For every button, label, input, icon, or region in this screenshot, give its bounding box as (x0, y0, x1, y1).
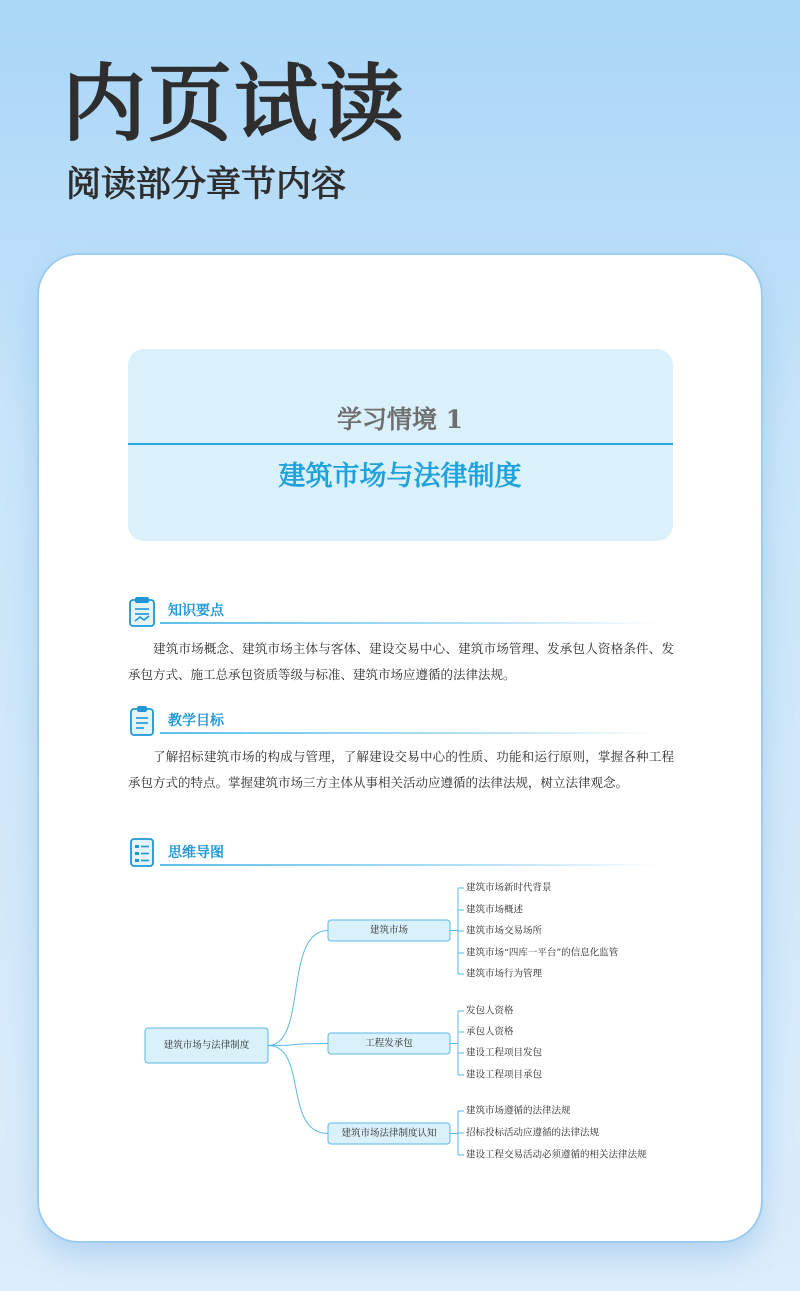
document-icon (128, 596, 158, 628)
mindmap-leaf-label: 建设工程交易活动必须遵循的相关法律法规 (466, 1149, 647, 1161)
section-heading-mindmap: 思维导图 (168, 845, 224, 861)
page-hero-subtitle: 阅读部分章节内容 (66, 165, 347, 205)
mindmap-leaf-label: 建筑市场交易场所 (466, 925, 543, 937)
mindmap-root-label: 建筑市场与法律制度 (163, 1040, 250, 1051)
section-rule (160, 864, 660, 866)
mindmap-leaf-label: 建设工程项目承包 (466, 1069, 543, 1081)
list-icon (128, 836, 158, 868)
chapter-title: 建筑市场与法律制度 (278, 461, 522, 492)
mindmap-leaf-label: 建筑市场遵循的法律法规 (466, 1105, 571, 1117)
section-body-knowledge: 建筑市场概念、建筑市场主体与客体、建设交易中心、建筑市场管理、发承包人资格条件、发承包方式、施工总承包资质等级与标准、建筑市场应遵循的法律法规。 (128, 641, 674, 682)
mindmap-branch-label: 工程发承包 (365, 1038, 413, 1049)
mindmap-leaf-label: 建设工程项目发包 (466, 1047, 543, 1059)
mindmap-leaf-label: 建筑市场新时代背景 (466, 882, 552, 894)
mindmap-leaf-label: 建筑市场概述 (466, 904, 524, 916)
mindmap-leaf-label: 建筑市场“四库一平台”的信息化监管 (466, 947, 619, 959)
section-heading-knowledge: 知识要点 (168, 603, 224, 619)
chapter-banner (128, 349, 673, 541)
mindmap-leaf-label: 承包人资格 (466, 1026, 514, 1038)
section-rule (160, 732, 660, 734)
chapter-divider (128, 443, 673, 445)
mindmap-leaf-label: 招标投标活动应遵循的法律法规 (466, 1127, 600, 1139)
section-body-objectives: 了解招标建筑市场的构成与管理，了解建设交易中心的性质、功能和运行原则，掌握各种工程承包方式的特点。掌握建筑市场三方主体从事相关活动应遵循的法律法规，树立法律观念。 (128, 749, 674, 790)
mindmap-leaf-label: 建筑市场行为管理 (466, 968, 543, 980)
page-hero-title: 内页试读 (62, 55, 407, 153)
mind-map (140, 878, 670, 1173)
mindmap-connector (268, 1044, 328, 1046)
mindmap-leaf-label: 发包人资格 (466, 1005, 514, 1017)
chapter-label: 学习情境 1 (336, 405, 464, 434)
clipboard-icon (128, 705, 158, 737)
mindmap-connector (268, 931, 328, 1046)
section-heading-objectives: 教学目标 (168, 713, 224, 729)
section-rule (160, 622, 660, 624)
mindmap-branch-label: 建筑市场法律制度认知 (341, 1128, 437, 1139)
mindmap-connector (268, 1046, 328, 1134)
mindmap-branch-label: 建筑市场 (369, 925, 409, 936)
